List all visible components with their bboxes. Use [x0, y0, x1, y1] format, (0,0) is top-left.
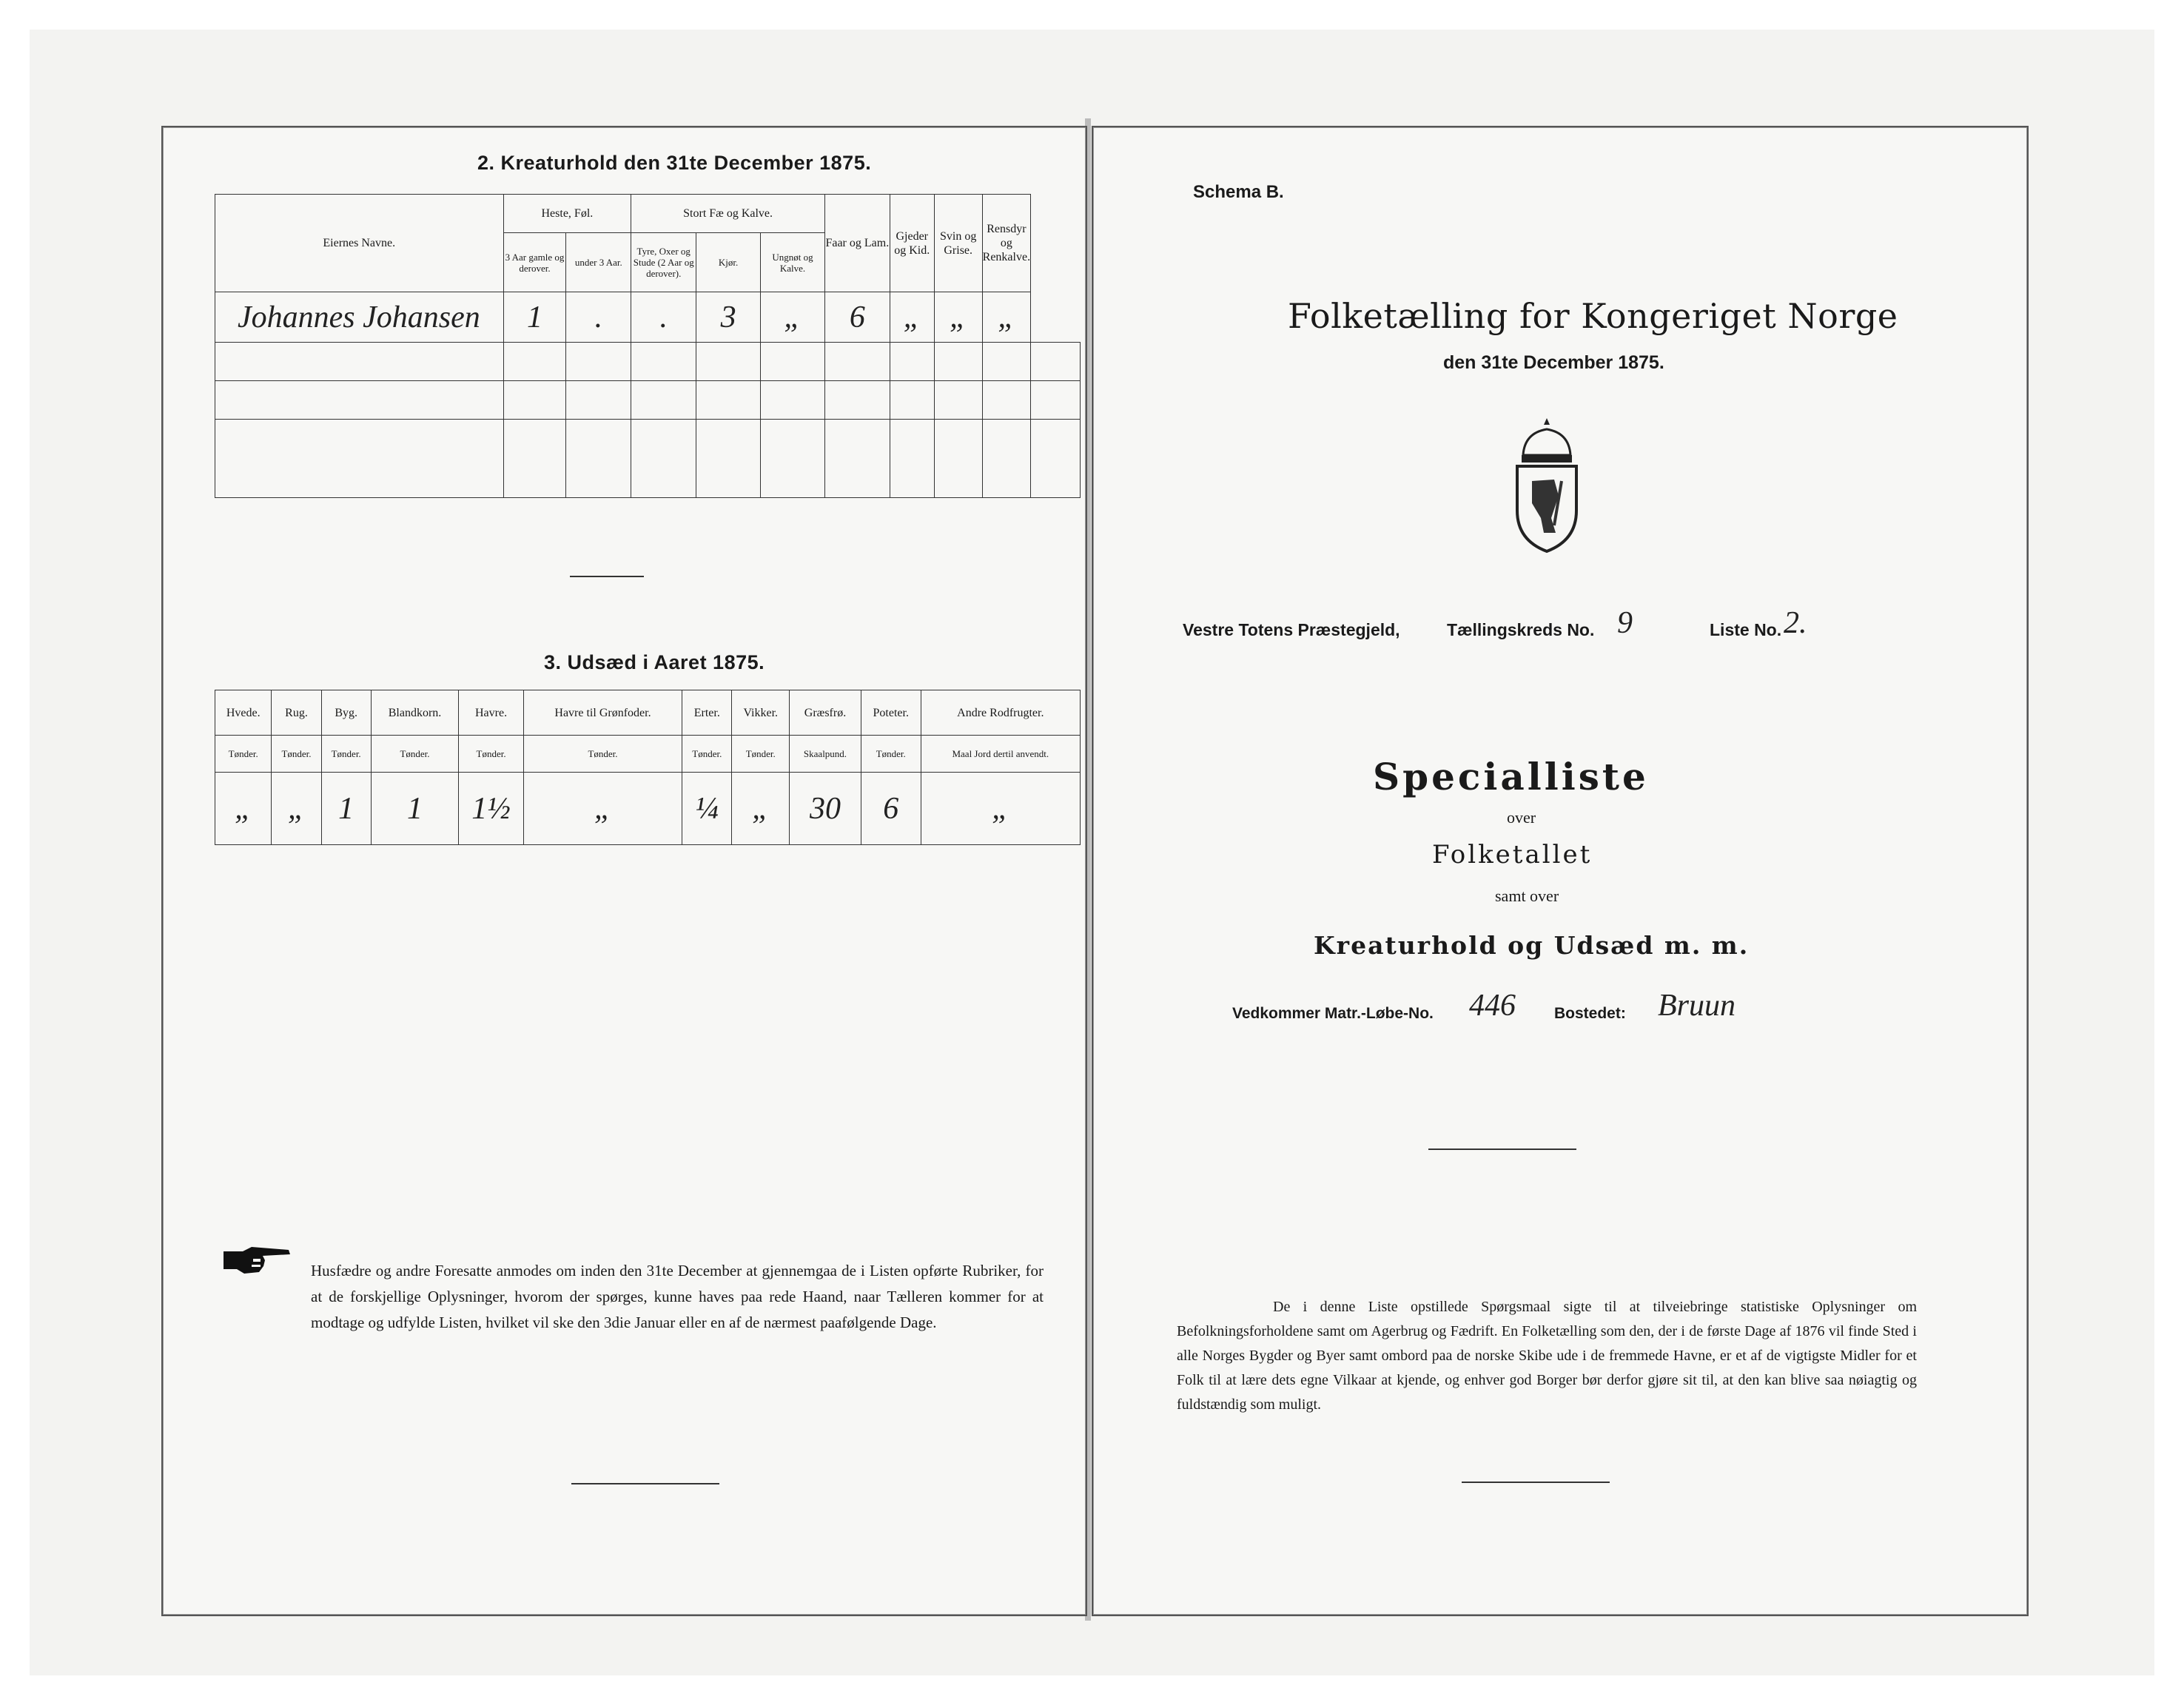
seed-header: Poteter.	[861, 690, 921, 736]
cell-kjor: 3	[696, 292, 761, 343]
seed-unit: Tønder.	[215, 736, 272, 773]
over-text: over	[1507, 808, 1536, 827]
seed-unit: Tønder.	[523, 736, 682, 773]
seed-value: 1	[321, 773, 371, 845]
seed-header: Hvede.	[215, 690, 272, 736]
cell-gjeder: „	[890, 292, 934, 343]
notice-text: Husfædre og andre Foresatte anmodes om inden den 31te December at gjennemgaa de i Listen opførte Rubriker, for at de forskjellige Oplysninger, hvorom der spørges, kunne haves paa rede Haand, naar Tælleren kommer for at modtage og udfylde Listen, hvilket vil ske den 3die Januar eller en af de nærmest paafølgende Dage.	[311, 1262, 1044, 1331]
cell-heste-a: 1	[503, 292, 566, 343]
coat-of-arms-icon	[1502, 414, 1591, 555]
seed-unit: Maal Jord dertil anvendt.	[921, 736, 1080, 773]
district-number: 9	[1617, 606, 1633, 640]
seed-unit: Tønder.	[732, 736, 790, 773]
specialliste-heading: Specialliste	[1373, 755, 1649, 798]
bosted-value: Bruun	[1658, 989, 1736, 1023]
kreaturhold-text: Kreaturhold og Udsæd m. m.	[1314, 931, 1750, 960]
cell-faar: 6	[824, 292, 890, 343]
col-rensdyr: Rensdyr og Renkalve.	[982, 195, 1030, 292]
col-gjeder: Gjeder og Kid.	[890, 195, 934, 292]
seed-value: „	[215, 773, 272, 845]
seed-header: Erter.	[682, 690, 732, 736]
schema-label: Schema B.	[1193, 182, 1284, 202]
seed-header: Byg.	[321, 690, 371, 736]
section3-title: 3. Udsæd i Aaret 1875.	[544, 651, 765, 673]
seed-value: 1	[371, 773, 459, 845]
seed-header: Blandkorn.	[371, 690, 459, 736]
seed-unit: Tønder.	[371, 736, 459, 773]
seed-value: ¼	[682, 773, 732, 845]
seed-header: Vikker.	[732, 690, 790, 736]
seed-value: 1½	[459, 773, 523, 845]
bottom-divider-right	[1462, 1482, 1610, 1483]
col-stort-b: Kjør.	[696, 233, 761, 292]
seed-unit: Skaalpund.	[790, 736, 861, 773]
empty-row	[215, 381, 1081, 420]
col-heste-a: 3 Aar gamle og derover.	[503, 233, 566, 292]
seed-header: Græsfrø.	[790, 690, 861, 736]
seed-unit: Tønder.	[682, 736, 732, 773]
col-svin: Svin og Grise.	[934, 195, 982, 292]
census-date: den 31te December 1875.	[1443, 352, 1664, 373]
samt-over-text: samt over	[1495, 887, 1559, 905]
empty-row	[215, 420, 1081, 498]
col-faar: Faar og Lam.	[824, 195, 890, 292]
matr-label: Vedkommer Matr.-Løbe-No.	[1232, 1005, 1434, 1022]
col-stort-c: Ungnøt og Kalve.	[761, 233, 825, 292]
col-stort: Stort Fæ og Kalve.	[631, 195, 825, 233]
divider-right	[1428, 1149, 1576, 1150]
parish-label: Vestre Totens Præstegjeld,	[1183, 620, 1400, 639]
cell-rensdyr: „	[982, 292, 1030, 343]
seed-value: „	[921, 773, 1080, 845]
pointing-hand-icon	[222, 1245, 292, 1275]
col-stort-a: Tyre, Oxer og Stude (2 Aar og derover).	[631, 233, 696, 292]
seed-value: „	[272, 773, 321, 845]
seed-value: 6	[861, 773, 921, 845]
intro-text: De i denne Liste opstillede Spørgsmaal sigte til at tilveiebringe statistiske Oplysninger om Befolkningsforholdene samt om Agerbrug og Fædrift. En Folketælling som den, der i de første Dage af 1876 vil finde Sted i alle Norges Bygder og Byer samt ombord paa de norske Skibe ude i de fremmede Havne, er et af de vigtigste Midler for et Folk til at lære dets egne Vilkaar at kjende, og enhver god Borger bør derfor gjøre sit til, at den kan blive saa nøiagtig og fuldstændig som muligt.	[1177, 1299, 1917, 1413]
cell-ungnot: „	[761, 292, 825, 343]
seed-unit: Tønder.	[459, 736, 523, 773]
folketallet-text: Folketallet	[1432, 840, 1593, 870]
main-title: Folketælling for Kongeriget Norge	[1288, 296, 1898, 336]
cell-svin: „	[934, 292, 982, 343]
divider-line	[570, 576, 644, 577]
seed-header: Rug.	[272, 690, 321, 736]
col-heste: Heste, Føl.	[503, 195, 631, 233]
seed-value: 30	[790, 773, 861, 845]
seed-unit: Tønder.	[321, 736, 371, 773]
seed-value: „	[732, 773, 790, 845]
owner-name: Johannes Johansen	[215, 292, 504, 343]
livestock-table	[215, 194, 1081, 498]
col-owner: Eiernes Navne.	[215, 195, 504, 292]
bottom-divider-left	[571, 1483, 719, 1484]
district-label: Tællingskreds No.	[1447, 620, 1595, 639]
seed-header: Andre Rodfrugter.	[921, 690, 1080, 736]
empty-row	[215, 343, 1081, 381]
seed-table	[215, 690, 1081, 845]
seed-unit: Tønder.	[272, 736, 321, 773]
section2-title: 2. Kreaturhold den 31te December 1875.	[477, 152, 872, 174]
bosted-label: Bostedet:	[1554, 1005, 1626, 1022]
matr-number: 446	[1469, 989, 1516, 1023]
cell-tyre: .	[631, 292, 696, 343]
seed-value: „	[523, 773, 682, 845]
list-number: 2.	[1784, 606, 1807, 640]
seed-header: Havre til Grønfoder.	[523, 690, 682, 736]
cell-heste-b: .	[566, 292, 631, 343]
seed-header: Havre.	[459, 690, 523, 736]
list-label: Liste No.	[1710, 620, 1782, 639]
col-heste-b: under 3 Aar.	[566, 233, 631, 292]
seed-unit: Tønder.	[861, 736, 921, 773]
